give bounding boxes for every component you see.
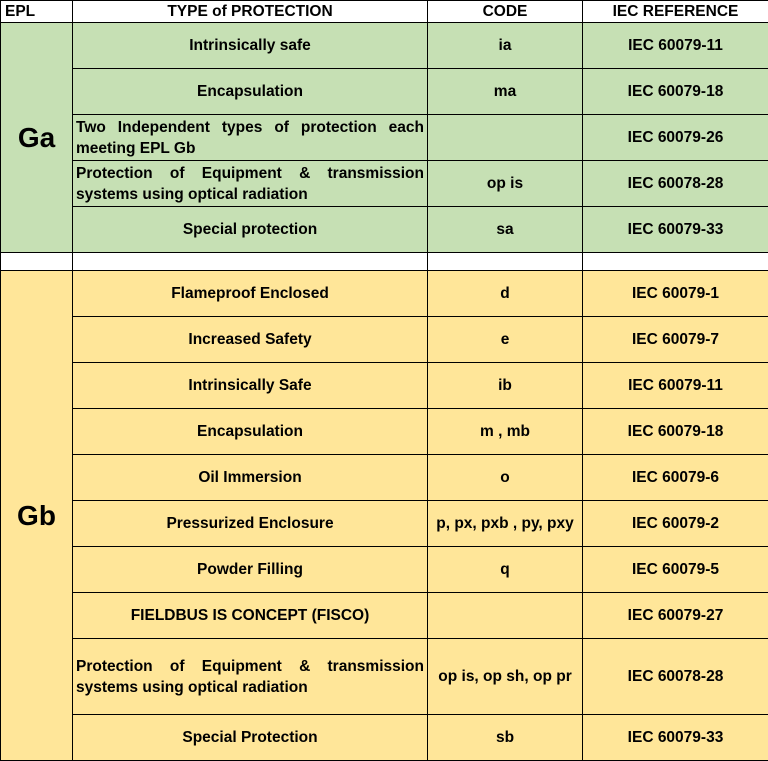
iec-cell: IEC 60079-26 (583, 115, 768, 161)
iec-cell: IEC 60079-18 (583, 69, 768, 115)
spacer-row (1, 253, 768, 271)
iec-cell: IEC 60079-33 (583, 715, 768, 761)
iec-cell: IEC 60078-28 (583, 639, 768, 715)
header-code: CODE (428, 1, 583, 23)
type-cell: Protection of Equipment & transmission systems using optical radiation (73, 161, 428, 207)
type-cell: Oil Immersion (73, 455, 428, 501)
type-cell: Special Protection (73, 715, 428, 761)
code-cell: ib (428, 363, 583, 409)
table-row (1, 317, 768, 363)
table-row (1, 455, 768, 501)
code-cell: o (428, 455, 583, 501)
spacer-cell (1, 253, 73, 271)
code-cell: ma (428, 69, 583, 115)
iec-cell: IEC 60079-18 (583, 409, 768, 455)
type-cell: Flameproof Enclosed (73, 271, 428, 317)
type-cell: Special protection (73, 207, 428, 253)
iec-cell: IEC 60079-27 (583, 593, 768, 639)
type-cell: Powder Filling (73, 547, 428, 593)
iec-cell: IEC 60079-11 (583, 23, 768, 69)
table-row (1, 715, 768, 761)
type-cell: Encapsulation (73, 409, 428, 455)
epl-ga: Ga (1, 23, 73, 253)
spacer-cell (428, 253, 583, 271)
type-cell: Encapsulation (73, 69, 428, 115)
type-cell: Protection of Equipment & transmission systems using optical radiation (73, 639, 428, 715)
iec-cell: IEC 60078-28 (583, 161, 768, 207)
spacer-cell (583, 253, 768, 271)
code-cell: m , mb (428, 409, 583, 455)
code-cell: ia (428, 23, 583, 69)
table-row (1, 593, 768, 639)
iec-cell: IEC 60079-5 (583, 547, 768, 593)
header-iec: IEC REFERENCE (583, 1, 768, 23)
table-row (1, 271, 768, 317)
table-row (1, 207, 768, 253)
spacer-cell (73, 253, 428, 271)
table-row (1, 501, 768, 547)
epl-gb: Gb (1, 271, 73, 761)
type-cell: FIELDBUS IS CONCEPT (FISCO) (73, 593, 428, 639)
iec-cell: IEC 60079-7 (583, 317, 768, 363)
table-row (1, 547, 768, 593)
iec-cell: IEC 60079-1 (583, 271, 768, 317)
header-row (1, 1, 768, 23)
code-cell: sb (428, 715, 583, 761)
iec-cell: IEC 60079-2 (583, 501, 768, 547)
type-cell: Pressurized Enclosure (73, 501, 428, 547)
table-row (1, 639, 768, 715)
code-cell: sa (428, 207, 583, 253)
table-row (1, 23, 768, 69)
header-type: TYPE of PROTECTION (73, 1, 428, 23)
code-cell: e (428, 317, 583, 363)
code-cell: p, px, pxb , py, pxy (428, 501, 583, 547)
code-cell (428, 593, 583, 639)
type-cell: Increased Safety (73, 317, 428, 363)
code-cell: d (428, 271, 583, 317)
code-cell: q (428, 547, 583, 593)
code-cell: op is (428, 161, 583, 207)
type-cell: Intrinsically Safe (73, 363, 428, 409)
table-row (1, 363, 768, 409)
iec-cell: IEC 60079-6 (583, 455, 768, 501)
type-cell: Two Independent types of protection each meeting EPL Gb (73, 115, 428, 161)
table-row (1, 115, 768, 161)
code-cell (428, 115, 583, 161)
code-cell: op is, op sh, op pr (428, 639, 583, 715)
table-row (1, 161, 768, 207)
table-row (1, 69, 768, 115)
iec-cell: IEC 60079-11 (583, 363, 768, 409)
iec-cell: IEC 60079-33 (583, 207, 768, 253)
header-epl: EPL (1, 1, 73, 23)
table-row (1, 409, 768, 455)
type-cell: Intrinsically safe (73, 23, 428, 69)
